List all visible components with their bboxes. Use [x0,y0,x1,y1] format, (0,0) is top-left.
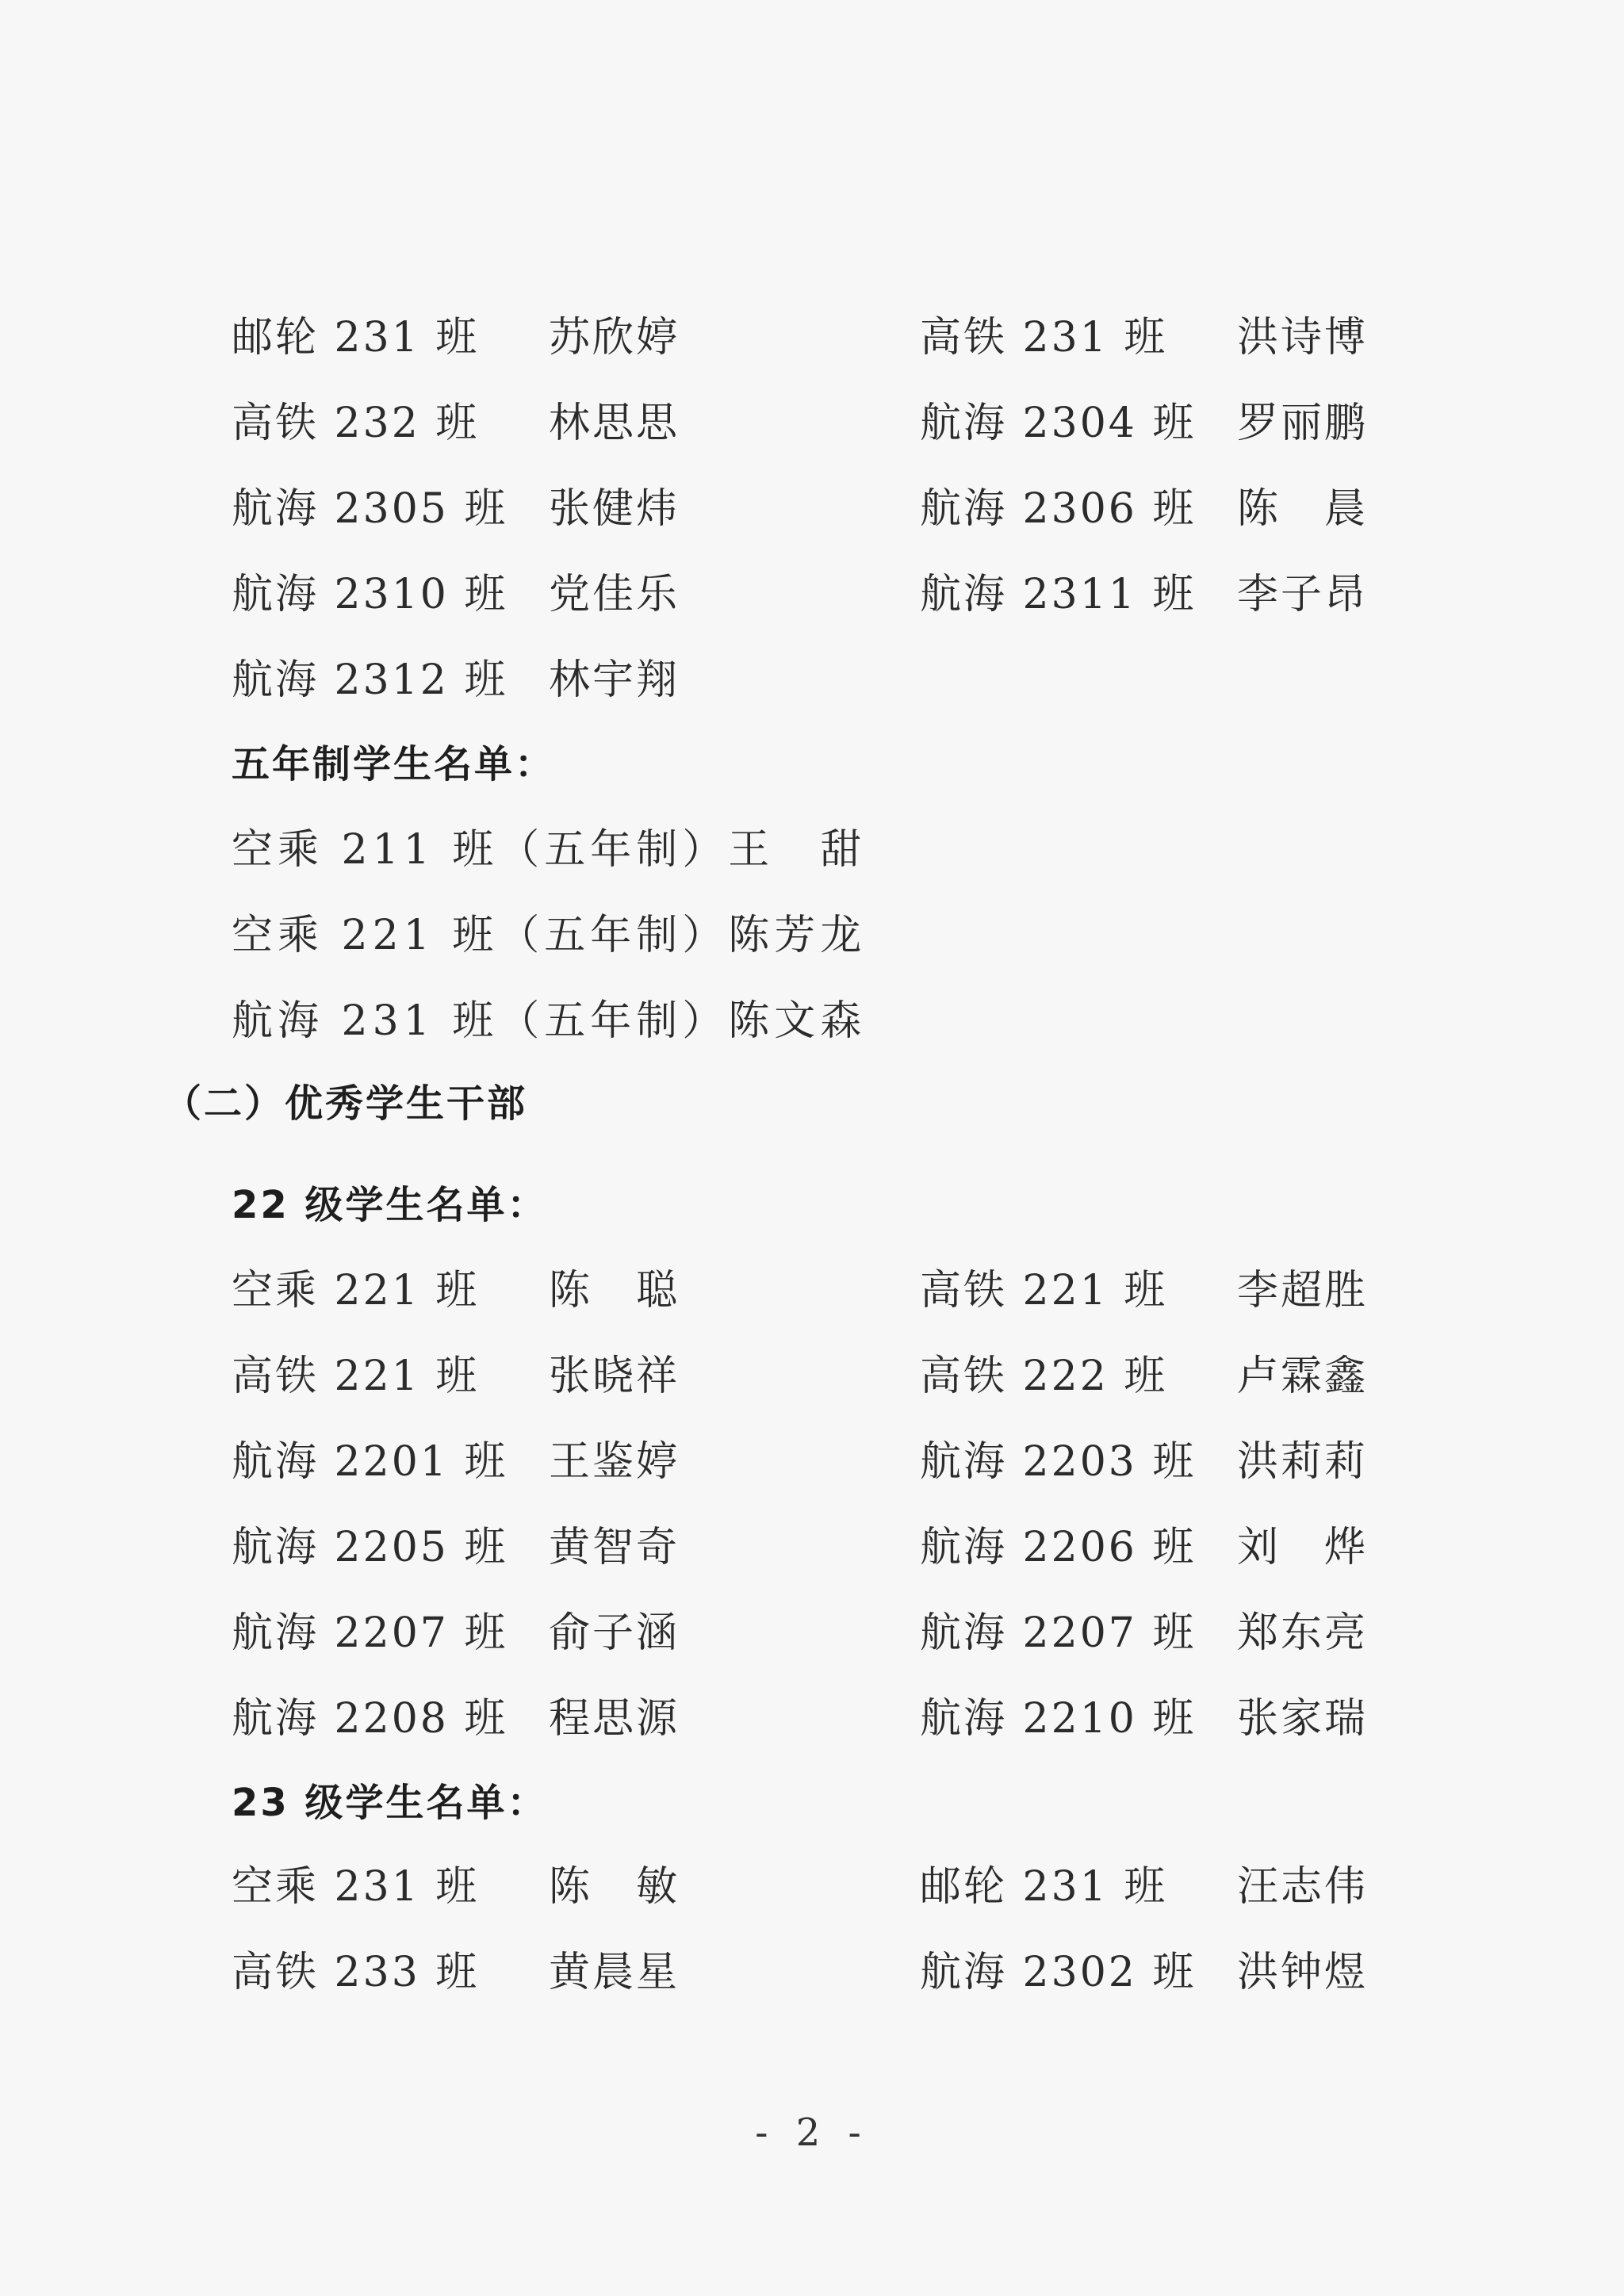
list-row [0,1516,1624,1579]
grade22-heading: 22 级学生名单： [232,1183,548,1227]
list-row [0,306,1624,369]
list-row [0,1855,1624,1919]
five-year-row: 航海 231 班（五年制）陈文森 [232,997,867,1045]
class-name: 空乘 221 班 [232,1267,480,1314]
list-row [0,1430,1624,1494]
class-name: 空乘 231 班 [232,1863,480,1911]
list-row [0,649,1624,712]
five-year-row: 空乘 211 班（五年制）王 甜 [232,826,867,874]
class-name: 航海 2302 班 [920,1949,1197,1996]
student-name: 郑东亮 [1237,1609,1369,1657]
class-name: 航海 2205 班 [232,1524,508,1571]
class-name: 高铁 221 班 [232,1353,480,1400]
student-name: 洪诗博 [1237,314,1369,362]
student-name: 王鉴婷 [549,1438,680,1486]
class-name: 邮轮 231 班 [920,1863,1168,1911]
student-name: 汪志伟 [1237,1863,1369,1911]
student-name: 洪莉莉 [1237,1438,1369,1486]
student-name: 程思源 [549,1695,680,1743]
list-row [0,477,1624,541]
class-name: 航海 2201 班 [232,1438,508,1486]
list-row [0,1259,1624,1322]
class-name: 航海 2206 班 [920,1524,1197,1571]
five-year-heading: 五年制学生名单： [232,742,556,786]
list-row [0,392,1624,455]
section-title: （二）优秀学生干部 [163,1081,528,1126]
list-row [0,1687,1624,1751]
student-name: 党佳乐 [549,571,680,618]
student-name: 张晓祥 [549,1353,680,1400]
class-name: 航海 2210 班 [920,1695,1197,1743]
student-name: 陈 敏 [549,1863,680,1911]
class-name: 航海 2207 班 [920,1609,1197,1657]
class-name: 邮轮 231 班 [232,314,480,362]
class-name: 高铁 221 班 [920,1267,1168,1314]
class-name: 航海 2312 班 [232,656,508,704]
student-name: 刘 烨 [1237,1524,1369,1571]
class-name: 航海 2304 班 [920,400,1197,447]
student-name: 卢霖鑫 [1237,1353,1369,1400]
student-name: 林宇翔 [549,656,680,704]
class-name: 高铁 233 班 [232,1949,480,1996]
student-name: 张健炜 [549,485,680,533]
student-name: 陈 晨 [1237,485,1369,533]
student-name: 俞子涵 [549,1609,680,1657]
list-row [0,1941,1624,2004]
class-name: 高铁 222 班 [920,1353,1168,1400]
student-name: 罗丽鹏 [1237,400,1369,447]
student-name: 张家瑞 [1237,1695,1369,1743]
class-name: 航海 2208 班 [232,1695,508,1743]
class-name: 高铁 231 班 [920,314,1168,362]
class-name: 航海 2305 班 [232,485,508,533]
class-name: 航海 2203 班 [920,1438,1197,1486]
class-name: 航海 2311 班 [920,571,1197,618]
grade23-heading: 23 级学生名单： [232,1781,548,1825]
list-row [0,563,1624,626]
student-name: 李超胜 [1237,1267,1369,1314]
list-row [0,1601,1624,1665]
class-name: 高铁 232 班 [232,400,480,447]
class-name: 航海 2306 班 [920,485,1197,533]
class-name: 航海 2207 班 [232,1609,508,1657]
page-number: - 2 - [755,2110,869,2155]
list-row [0,1345,1624,1408]
student-name: 林思思 [549,400,680,447]
student-name: 陈 聪 [549,1267,680,1314]
student-name: 黄晨星 [549,1949,680,1996]
student-name: 李子昂 [1237,571,1369,618]
student-name: 苏欣婷 [549,314,680,362]
five-year-row: 空乘 221 班（五年制）陈芳龙 [232,912,867,959]
student-name: 黄智奇 [549,1524,680,1571]
class-name: 航海 2310 班 [232,571,508,618]
student-name: 洪钟煜 [1237,1949,1369,1996]
